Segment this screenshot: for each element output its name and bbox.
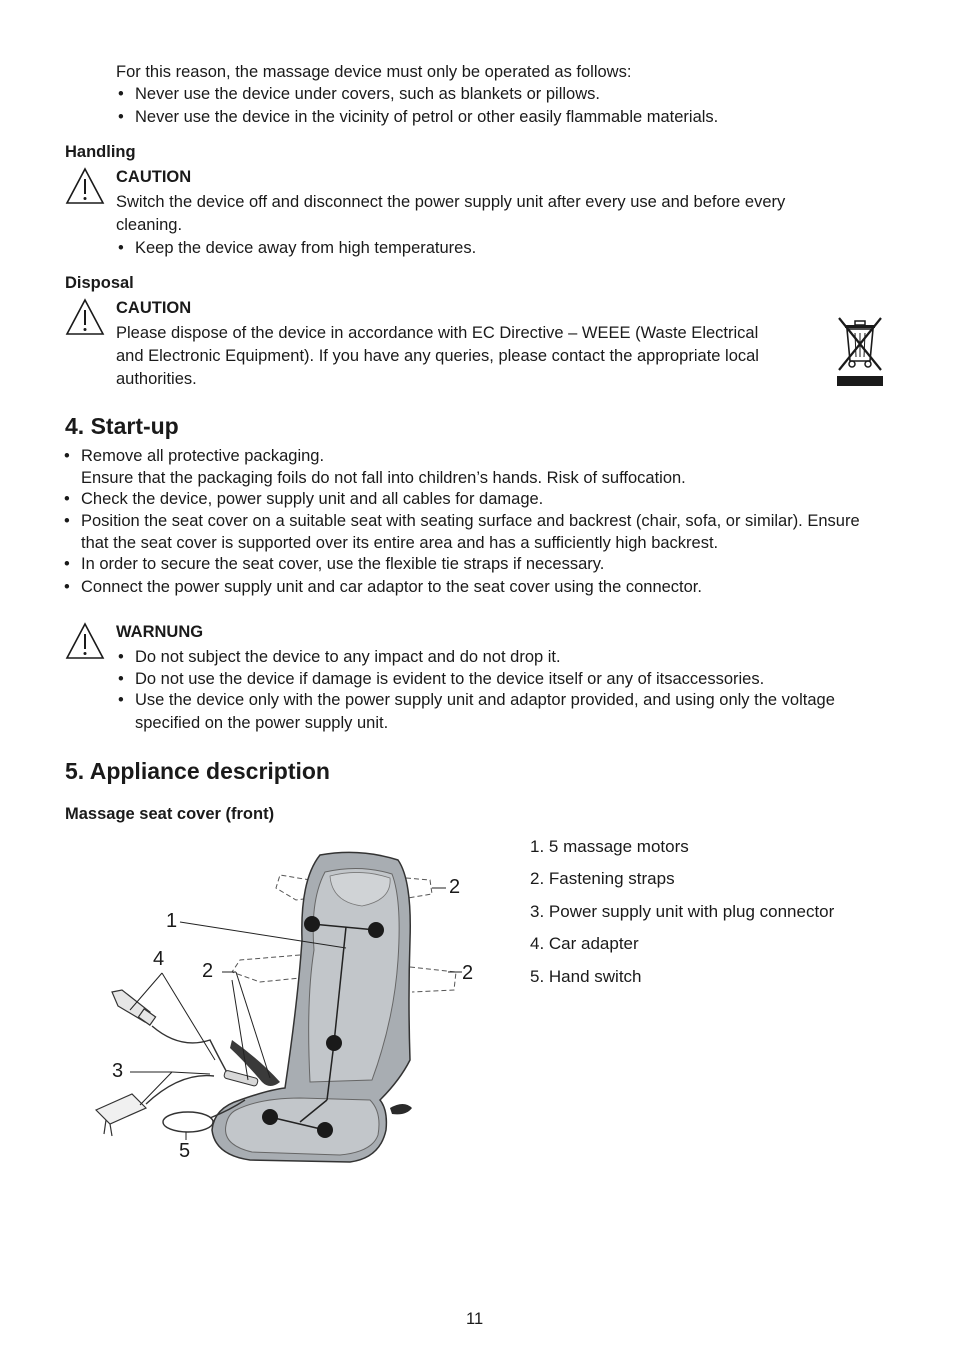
warning-continuation: specified on the power supply unit.	[135, 714, 389, 732]
parts-list-item: 1. 5 massage motors	[530, 837, 689, 856]
weee-bin-icon	[833, 314, 887, 388]
startup-bullet: • Remove all protective packaging.	[81, 445, 324, 468]
callout-number: 2	[462, 962, 474, 984]
callout-number: 2	[202, 960, 214, 982]
warning-bullet: • Do not use the device if damage is evident to the device itself or any of itsaccessories.	[135, 668, 764, 691]
caution-label: CAUTION	[116, 168, 192, 186]
warning-bullet: • Use the device only with the power supply unit and adaptor provided, and using only the voltage	[135, 689, 889, 712]
section-title-startup: 4. Start-up	[65, 413, 179, 439]
callout-number: 5	[179, 1140, 191, 1162]
handling-text-line2: cleaning.	[116, 216, 183, 234]
callout-number: 3	[112, 1060, 124, 1082]
page-number: 11	[466, 1310, 484, 1328]
parts-list-item: 5. Hand switch	[530, 967, 642, 986]
parts-list-item: 2. Fastening straps	[530, 869, 675, 888]
intro-text: For this reason, the massage device must only be operated as follows:	[116, 63, 632, 81]
warning-triangle-icon	[65, 622, 105, 660]
warning-triangle-icon	[65, 167, 105, 205]
disposal-text-line: Please dispose of the device in accordance with EC Directive – WEEE (Waste Electrical	[116, 324, 759, 342]
disposal-text-line: and Electronic Equipment). If you have any queries, please contact the appropriate local	[116, 347, 759, 365]
disposal-text-line: authorities.	[116, 370, 197, 388]
parts-list-item: 4. Car adapter	[530, 934, 639, 953]
callout-number: 1	[166, 910, 178, 932]
parts-list-item: 3. Power supply unit with plug connector	[530, 902, 835, 921]
section-title-appliance: 5. Appliance description	[65, 758, 330, 784]
startup-continuation: Ensure that the packaging foils do not fall into children’s hands. Risk of suffocation.	[81, 469, 686, 487]
startup-bullet: • Check the device, power supply unit and all cables for damage.	[81, 488, 543, 511]
callout-number: 4	[153, 948, 165, 970]
warning-label: WARNUNG	[116, 623, 204, 641]
warning-triangle-icon	[65, 298, 105, 336]
handling-text-line1: Switch the device off and disconnect the power supply unit after every use and before every	[116, 193, 786, 211]
intro-bullet: • Never use the device under covers, such as blankets or pillows.	[135, 83, 600, 106]
intro-bullet: • Never use the device in the vicinity of petrol or other easily flammable materials.	[135, 106, 718, 129]
seat-cover-illustration	[85, 845, 490, 1175]
handling-bullet: • Keep the device away from high temperatures.	[135, 237, 476, 260]
startup-bullet: • Connect the power supply unit and car adaptor to the seat cover using the connector.	[81, 576, 702, 599]
startup-bullet: • In order to secure the seat cover, use the flexible tie straps if necessary.	[81, 553, 604, 576]
callout-number: 2	[449, 876, 461, 898]
disposal-heading: Disposal	[65, 274, 134, 292]
startup-continuation: that the seat cover is supported over its entire area and has a sufficiently high backrest.	[81, 534, 719, 552]
warning-bullet: • Do not subject the device to any impact and do not drop it.	[135, 646, 561, 669]
handling-heading: Handling	[65, 143, 136, 161]
startup-bullet: • Position the seat cover on a suitable seat with seating surface and backrest (chair, sofa, or similar). Ensure	[81, 510, 889, 533]
caution-label: CAUTION	[116, 299, 192, 317]
appliance-subheading: Massage seat cover (front)	[65, 805, 275, 823]
